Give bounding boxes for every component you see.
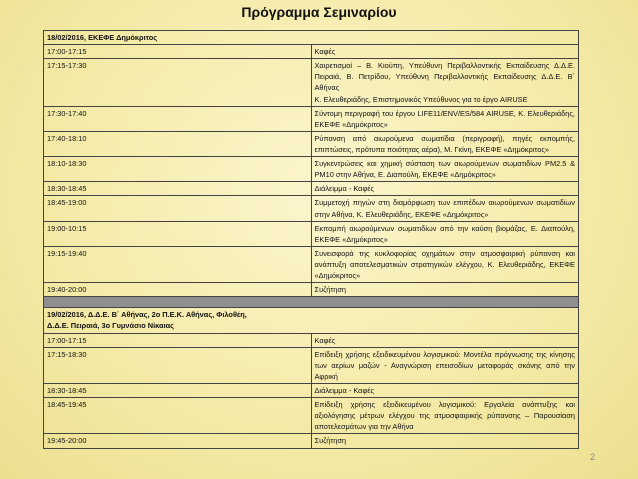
table-row <box>44 45 579 59</box>
time-cell: 19:15-19:40 <box>44 246 312 282</box>
table-row <box>44 221 579 246</box>
description-line: Συμμετοχή πηγών στη διαμόρφωση των επιπέδων αιωρούμενων σωματιδίων στην Αθήνα, Κ. Ελευθεριάδης, ΕΚΕΦΕ «Δημόκριτος» <box>314 198 575 219</box>
description-line: Επίδειξη χρήσης εξειδικευμένου λογισμικού: Μοντέλα πρόγνωσης της κίνησης των αερίων μαζών - Αναγνώριση επεισοδίων μεταφοράς σκόνης από την Αφρική <box>314 349 575 381</box>
description-cell <box>311 333 579 347</box>
description-cell <box>311 283 579 297</box>
description-cell <box>311 196 579 221</box>
table-row <box>44 59 579 106</box>
description-line: Σύντομη περιγραφή του έργου LIFE11/ENV/ES/584 AIRUSE, Κ. Ελευθεριάδης, ΕΚΕΦΕ «Δημόκριτος» <box>314 108 575 129</box>
description-line: Διάλειμμα - Καφές <box>314 385 375 395</box>
description-cell <box>311 246 579 282</box>
time-cell: 19:40-20:00 <box>44 283 312 297</box>
table-row <box>44 246 579 282</box>
time-cell: 17:00-17:15 <box>44 333 312 347</box>
day2-header-line1: 19/02/2016, Δ.Δ.Ε. Β΄ Αθήνας, 2ο Π.Ε.Κ. Αθήνας, Φιλοθέη, <box>47 310 247 320</box>
description-line: Διάλειμμα - Καφές <box>314 184 375 194</box>
description-line: Ρύπανση από αιωρούμενα σωματίδια (περιγραφή), πηγές εκπομπής, επιπτώσεις, πρότυπα ποιότητας αέρα), Μ. Γκίνη, ΕΚΕΦΕ «Δημόκριτος» <box>314 133 575 154</box>
description-line: Εκπομπή αιωρούμενων σωματιδίων από την καύση βιομάζας, Ε. Διαπούλη, ΕΚΕΦΕ «Δημόκριτος» <box>314 223 575 244</box>
table-row <box>44 283 579 297</box>
table-row <box>44 333 579 347</box>
description-cell <box>311 131 579 156</box>
table-row <box>44 106 579 131</box>
time-cell: 18:45-19:45 <box>44 398 312 434</box>
time-cell: 18:10-18:30 <box>44 157 312 182</box>
description-cell <box>311 347 579 383</box>
description-line: Συγκεντρώσεις και χημική σύσταση των αιωρούμενων σωματιδίων PM2.5 & PM10 στην Αθήνα, Ε. Διαπούλη, ΕΚΕΦΕ «Δημόκριτος» <box>314 159 575 180</box>
page-title: Πρόγραμμα Σεμιναρίου <box>241 4 397 20</box>
time-cell: 18:30-18:45 <box>44 182 312 196</box>
description-line: Καφές <box>314 47 336 57</box>
description-cell <box>311 434 579 448</box>
time-cell: 17:15-17:30 <box>44 59 312 106</box>
description-line: Καφές <box>314 335 336 345</box>
description-line: Συζήτηση <box>314 436 347 446</box>
day1-header: 18/02/2016, ΕΚΕΦΕ Δημόκριτος <box>44 31 579 45</box>
table-row <box>44 383 579 397</box>
time-cell: 18:30-18:45 <box>44 383 312 397</box>
description-line: Επίδειξη χρήσης εξειδικευμένου λογισμικού: Εργαλεία ανάπτυξης και αξιολόγησης μέτρων ελέγχου της ατμοσφαιρικής ρύπανσης – Παρουσίαση αποτελεσμάτων για την Αθήνα <box>314 400 575 432</box>
page-number: 2 <box>590 452 596 462</box>
description-cell <box>311 398 579 434</box>
description-cell <box>311 182 579 196</box>
table-row <box>44 196 579 221</box>
time-cell: 17:40-18:10 <box>44 131 312 156</box>
description-cell <box>311 221 579 246</box>
table-row <box>44 398 579 434</box>
day2-header-line2: Δ.Δ.Ε. Πειραιά, 3ο Γυμνάσιο Νίκαιας <box>47 321 175 331</box>
time-cell: 17:15-18:30 <box>44 347 312 383</box>
time-cell: 17:00-17:15 <box>44 45 312 59</box>
separator-row <box>44 297 579 308</box>
table-row <box>44 434 579 448</box>
description-line: Συζήτηση <box>314 285 347 295</box>
table-row <box>44 347 579 383</box>
day1-header-row <box>44 31 579 45</box>
description-cell <box>311 157 579 182</box>
description-cell <box>311 59 579 106</box>
description-line: Χαιρετισμοί – Β. Κιούπη, Υπεύθυνη Περιβαλλοντικής Εκπαίδευσης Δ.Δ.Ε. Πειραιά, Β. Πετρίδου, Υπεύθυνη Περιβαλλοντικής Εκπαίδευσης Δ.Δ.Ε. Β΄ Αθήνας <box>314 61 575 93</box>
schedule-table <box>43 30 579 449</box>
time-cell: 18:45-19:00 <box>44 196 312 221</box>
table-row <box>44 157 579 182</box>
description-line: Κ. Ελευθεριάδης, Επιστημονικός Υπεύθυνος για το έργο AIRUSE <box>314 94 528 104</box>
description-cell <box>311 106 579 131</box>
time-cell: 19:45-20:00 <box>44 434 312 448</box>
table-row <box>44 131 579 156</box>
day2-header-row <box>44 308 579 333</box>
description-line: Συνεισφορά της κυκλοφορίας οχημάτων στην ατμοσφαιρική ρύπανση και ανάπτυξη αποτελεσματικών στρατηγικών ελέγχου, Κ. Ελευθεριάδης, ΕΚΕΦΕ «Δημόκριτος» <box>314 248 575 281</box>
table-row <box>44 182 579 196</box>
time-cell: 19:00-10:15 <box>44 221 312 246</box>
description-cell <box>311 383 579 397</box>
time-cell: 17:30-17:40 <box>44 106 312 131</box>
description-cell <box>311 45 579 59</box>
